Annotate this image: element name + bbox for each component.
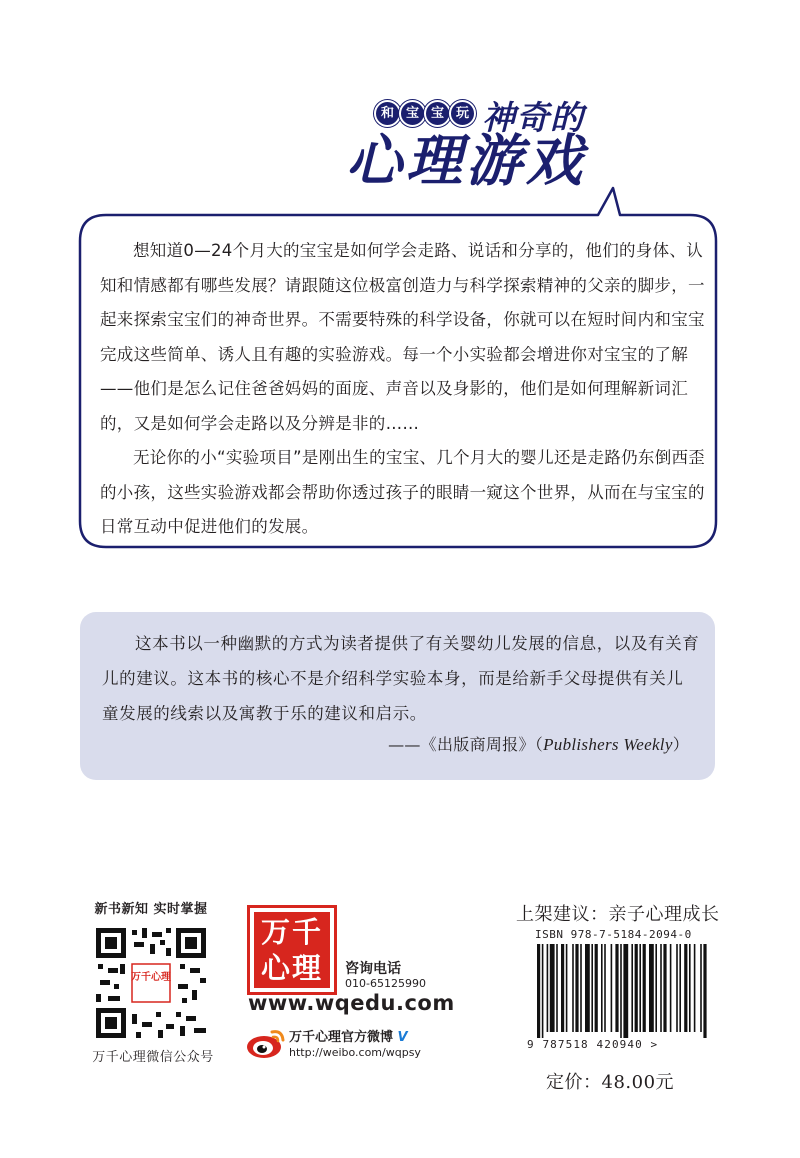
title-badge — [374, 100, 474, 127]
description-paragraph: 想知道0—24个月大的宝宝是如何学会走路、说话和分享的，他们的身体、认知和情感都有哪些发展？请跟随这位极富创造力与科学探索精神的父亲的脚步，一起来探索宝宝们的神奇世界。不需要特殊的科学设备，你就可以在短时间内和宝宝完成这些简单、诱人且有趣的实验游戏。每一个小实验都会增进你对宝宝的了解——他们是怎么记住爸爸妈妈的面庞、声音以及身影的，他们是如何理解新词汇的，又是如何学会走路以及分辨是非的…… — [100, 241, 705, 433]
badge-char: 玩 — [449, 100, 476, 127]
wechat-qr-code — [96, 928, 206, 1038]
badge-char: 和 — [374, 100, 401, 127]
barcode-bar — [585, 944, 590, 1032]
barcode-bar — [684, 944, 687, 1032]
barcode-bar — [655, 944, 657, 1032]
barcode-bar — [703, 944, 706, 1038]
barcode-bar — [620, 944, 622, 1038]
barcode-bar — [556, 944, 558, 1032]
barcode-bar — [623, 944, 628, 1038]
barcode-bar — [575, 944, 578, 1032]
price: 定价：48.00元 — [546, 1072, 675, 1093]
barcode-bar — [595, 944, 598, 1032]
barcode-bar — [660, 944, 662, 1032]
barcode-digits: 9 787518 420940 > — [527, 1038, 659, 1051]
barcode-bar — [694, 944, 696, 1032]
publisher-logo — [247, 905, 337, 995]
barcode-bar — [537, 944, 540, 1038]
book-description — [100, 234, 710, 545]
weibo-icon — [246, 1026, 286, 1060]
weibo-account-name — [289, 1026, 408, 1045]
barcode-bar — [591, 944, 593, 1032]
barcode-bar — [639, 944, 641, 1032]
barcode-bar — [604, 944, 606, 1032]
barcode-bar — [649, 944, 654, 1032]
review-source-prefix: ——《出版商周报》（ — [388, 735, 544, 754]
barcode-bar — [676, 944, 678, 1032]
barcode-bar — [550, 944, 555, 1032]
barcode-bar — [561, 944, 564, 1032]
title-line1: 神奇的 — [482, 98, 584, 137]
qr-center-label: 万千心理 — [131, 972, 171, 983]
weibo-url: http://weibo.com/wqpsy — [289, 1046, 421, 1059]
review-panel — [80, 612, 715, 780]
isbn-barcode — [527, 928, 712, 1064]
barcode-bar — [547, 944, 549, 1032]
barcode-bar — [601, 944, 603, 1032]
isbn-label: ISBN 978-7-5184-2094-0 — [535, 928, 692, 941]
barcode-bar — [635, 944, 638, 1032]
barcode-bar — [670, 944, 672, 1032]
barcode-bar — [542, 944, 544, 1038]
title-line2: 心理游戏 — [346, 129, 586, 194]
barcode-bar — [700, 944, 702, 1032]
consult-label: 咨询电话 — [345, 961, 401, 977]
badge-char: 宝 — [399, 100, 426, 127]
barcode-bars — [527, 944, 712, 1038]
qr-caption-bottom: 万千心理微信公众号 — [92, 1050, 214, 1065]
barcode-bar — [643, 944, 646, 1032]
logo-line2: 心理 — [260, 951, 323, 985]
barcode-bar — [615, 944, 618, 1032]
badge-char: 宝 — [424, 100, 451, 127]
barcode-bar — [631, 944, 633, 1032]
barcode-bar — [580, 944, 582, 1032]
barcode-bar — [572, 944, 574, 1032]
barcode-bar — [663, 944, 666, 1032]
book-title — [340, 92, 620, 192]
qr-caption-top: 新书新知 实时掌握 — [94, 902, 208, 917]
barcode-bar — [689, 944, 691, 1032]
review-source-suffix: ） — [672, 735, 689, 754]
logo-line1: 万千 — [260, 915, 323, 949]
review-source-name: Publishers Weekly — [543, 735, 673, 754]
review-quote: 这本书以一种幽默的方式为读者提供了有关婴幼儿发展的信息，以及有关育儿的建议。这本书的核心不是介绍科学实验本身，而是给新手父母提供有关儿童发展的线索以及寓教于乐的建议和启示。 — [102, 634, 700, 723]
review-source — [388, 732, 689, 755]
publisher-website: www.wqedu.com — [248, 991, 455, 1015]
barcode-bar — [611, 944, 613, 1032]
verified-badge-icon: V — [397, 1030, 408, 1045]
barcode-bar — [679, 944, 681, 1032]
weibo-name-text: 万千心理官方微博 — [289, 1030, 394, 1045]
barcode-bar — [566, 944, 568, 1032]
shelf-suggestion: 上架建议：亲子心理成长 — [516, 904, 720, 925]
consult-phone: 010-65125990 — [345, 977, 426, 990]
description-paragraph: 无论你的小“实验项目”是刚出生的宝宝、几个月大的婴儿还是走路仍东倒西歪的小孩，这些实验游戏都会帮助你透过孩子的眼睛一窥这个世界，从而在与宝宝的日常互动中促进他们的发展。 — [100, 448, 706, 536]
